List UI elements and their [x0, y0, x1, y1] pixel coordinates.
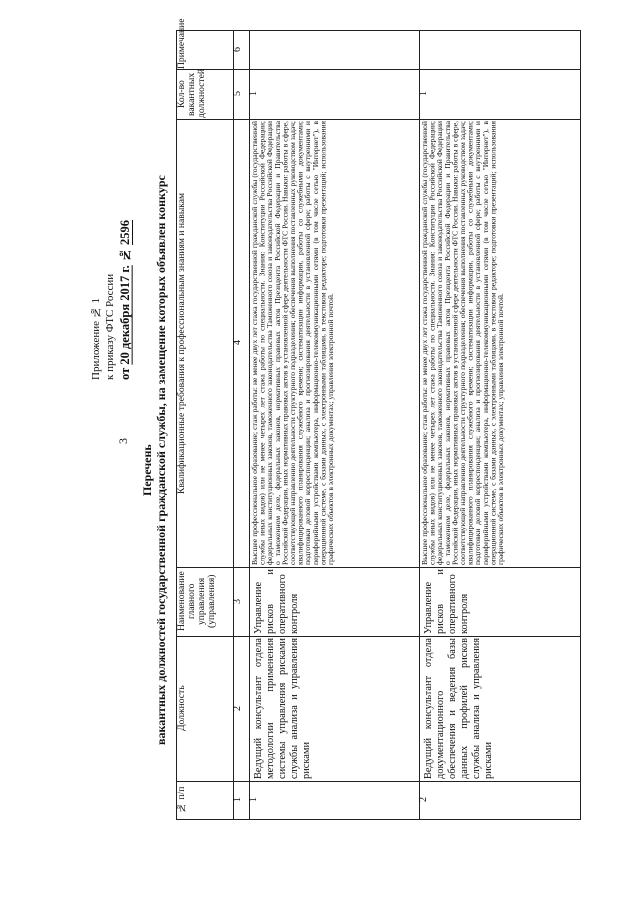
page-number: 3	[116, 438, 130, 444]
header-note: Примечание	[176, 18, 187, 69]
row-2-department: Управление рисков и оперативного контроля	[423, 569, 470, 634]
order-date-prefix: от	[118, 367, 132, 380]
column-number-4: 4	[232, 340, 243, 346]
column-number-3: 3	[232, 599, 243, 604]
header-department: Наименование главного управления (управления)	[176, 571, 218, 632]
row-1-note	[249, 31, 419, 69]
header-num: № п/п	[176, 786, 187, 814]
order-date-value: 20 декабря 2017 г.	[118, 265, 132, 365]
column-number-1: 1	[232, 797, 243, 803]
row-2-position: Ведущий консультант отдела документационного обеспечения и ведения базы данных профилей рисков службы анализа и управления рисками	[423, 638, 494, 779]
column-number-2: 2	[232, 706, 243, 711]
appendix-title: Приложение № 1	[90, 297, 102, 380]
column-number-6: 6	[232, 47, 243, 53]
row-1-num: 1	[248, 797, 259, 803]
order-reference: к приказу ФТС России	[104, 273, 116, 380]
list-subtitle: вакантных должностей государственной гражданской службы, на замещение которых объявлен конкурс	[154, 175, 168, 745]
order-date-line	[118, 150, 133, 380]
list-title: Перечень	[140, 444, 154, 496]
order-number-label: №	[118, 248, 132, 263]
row-1-position: Ведущий консультант отдела методологии применения системы управления рисками службы анализа и управления рисками	[253, 638, 312, 779]
header-requirements: Квалификационные требования к профессиональным знаниям и навыкам	[176, 192, 187, 494]
row-2-num: 2	[418, 797, 429, 803]
row-2-note	[419, 31, 581, 69]
column-number-5: 5	[232, 91, 243, 97]
order-number-value: 2596	[118, 220, 132, 246]
row-2-vacancies: 1	[418, 91, 429, 97]
row-2-requirements: Высшее профессиональное образование; стаж работы: не менее двух лет стажа государственной гражданской службы (государственной службы иных видов) или не менее четырех лет стажа работы по специальности. Знания: Конституции Российской Федерации; федеральных конституционных законов, таможенного законодательства Таможенного союза и законодательства Российской Федерации о таможенном деле, федеральных законов, нормативных правовых актов Президента Российской Федерации и Правительства Российской Федерации, иных нормативных правовых актов в установленной сфере деятельности ФТС России. Навыки: работы в сфере, соответствующей направлению деятельности структурного подразделения; обеспечения выполнения поставленных руководством задач; квалифицированного планирования служебного времени; систематизации информации, работы со служебными документами; подготовки деловой корреспонденции; анализа и прогнозирования деятельности в установленной сфере; работы с внутренними и периферийными устройствами компьютера, информационно-телекоммуникационными сетями (в том числе сетью "Интернет"), в операционной системе, с базами данных, с электронными таблицами, в текстовом редакторе; подготовки презентаций; использования графических объектов в электронных документах; управления электронной почтой.	[420, 121, 505, 565]
row-1-department: Управление рисков и оперативного контроля	[253, 569, 300, 634]
row-1-requirements: Высшее профессиональное образование; стаж работы: не менее двух лет стажа государственной гражданской службы (государственной службы иных видов) или не менее четырех лет стажа работы по специальности. Знания: Конституции Российской Федерации; федеральных конституционных законов, таможенного законодательства Таможенного союза и законодательства Российской Федерации о таможенном деле, федеральных законов, нормативных правовых актов Президента Российской Федерации и Правительства Российской Федерации, иных нормативных правовых актов в установленной сфере деятельности ФТС России. Навыки: работы в сфере, соответствующей направлению деятельности структурного подразделения; обеспечения выполнения поставленных руководством задач; квалифицированного планирования служебного времени; систематизации информации, работы со служебными документами; подготовки деловой корреспонденции; анализа и прогнозирования деятельности в установленной сфере; работы с внутренними и периферийными устройствами компьютера, информационно-телекоммуникационными сетями (в том числе сетью "Интернет"), в операционной системе, с базами данных, с электронными таблицами, в текстовом редакторе; подготовки презентаций; использования графических объектов в электронных документах; управления электронной почтой.	[250, 121, 335, 565]
header-position: Должность	[176, 685, 187, 732]
row-1-vacancies: 1	[248, 91, 259, 97]
header-vacancies: Кол-во вакантных должностей	[176, 69, 208, 119]
vacancies-table	[176, 18, 581, 820]
